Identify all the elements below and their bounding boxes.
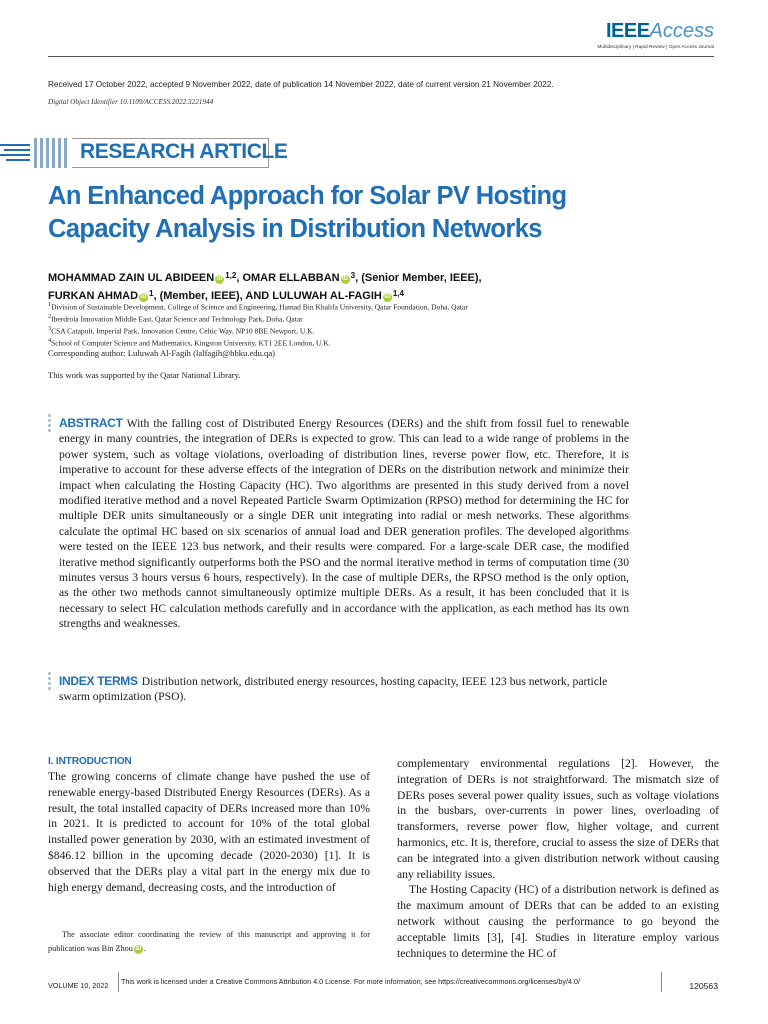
corresponding-author: Corresponding author: Luluwah Al-Fagih (lalfagih@hbku.edu.qa)	[48, 348, 276, 358]
received-dates: Received 17 October 2022, accepted 9 November 2022, date of publication 14 November 2022, date of current version 21 November 2022.	[48, 80, 554, 89]
orcid-icon[interactable]: iD	[135, 945, 142, 952]
article-type-banner	[0, 136, 288, 170]
page-footer	[48, 972, 718, 992]
abstract-dots	[48, 414, 51, 434]
footer-divider	[118, 972, 119, 992]
index-terms	[59, 674, 629, 705]
author-2-role: , (Senior Member, IEEE),	[355, 272, 482, 284]
author-2: , OMAR ELLABBAN	[236, 272, 340, 284]
editor-footnote: The associate editor coordinating the review of this manuscript and approving it for publication was Bin Zhou iD .	[48, 930, 370, 953]
right-column	[397, 756, 719, 961]
affiliations	[48, 300, 468, 348]
abstract-label: ABSTRACT	[59, 416, 123, 430]
author-2-affil: 3	[350, 271, 356, 280]
logo-access: Access	[649, 20, 714, 42]
intro-paragraph-2: The Hosting Capacity (HC) of a distribution network is defined as the maximum amount of DERs that can be added to an existing network without causing the performance to go beyond the acceptable limits [3], [4]. Studies in literature employ various techniques to determine the HC of	[397, 883, 719, 960]
funding-note: This work was supported by the Qatar National Library.	[48, 370, 241, 380]
author-list	[48, 268, 728, 304]
affiliation-3: $^3$CSA Catapult, Imperial Park, Innovation Centre, Celtic Way, NP10 8BE Newport, U.K.	[48, 325, 315, 336]
abstract-text: With the falling cost of Distributed Energy Resources (DERs) and the shift from fossil fuel to renewable energy in many countries, the integration of DERs is expected to grow. This can lead to a wide range of problems in the power system, such as voltage violations, overloading of distribution lines, reverse power flow, etc. Therefore, it is imperative to account for these adverse effects of the integration of DERs on the distribution network and minimize their impact when calculating the Hosting Capacity (HC). Two algorithms are presented in this study derived from a novel modified iterative method and a novel Repeated Particle Swarm Optimization (RPSO) method for determining the HC for multiple DER units simultaneously or a single DER unit integrating into radial or mesh networks. These algorithms calculate the optimal HC based on six scenarios of annual load and DER generation profiles. The developed algorithms were tested on the IEEE 123 bus network, and their results were compared. For a large-scale DER case, the modified iterative method significantly outperforms both the PSO and the normal iterative method in terms of computation time (30 minutes versus 3 hours versus 6 hours, respectively). In the case of multiple DERs, the RPSO method is the only option, as the other two methods cannot simultaneously optimize multiple DERs. As a result, it has been concluded that it is necessary to select HC calculation methods carefully and in accordance with the application, as each method has its own strengths and weaknesses.	[59, 417, 629, 631]
index-terms-text: Distribution network, distributed energy resources, hosting capacity, IEEE 123 bus network, particle swarm optimization (PSO).	[59, 675, 608, 704]
orcid-icon[interactable]: iD	[140, 294, 147, 300]
affiliation-4: $^4$School of Computer Science and Mathematics, Kingston University, KT1 2EE London, U.K.	[48, 337, 331, 348]
author-3-affil: 1	[149, 289, 154, 298]
author-4-affil: 1,4	[392, 289, 404, 298]
article-type-label: RESEARCH ARTICLE	[80, 140, 288, 163]
footer-divider	[661, 972, 662, 992]
intro-paragraph-1: The growing concerns of climate change have pushed the use of renewable energy-based Distributed Energy Resources (DERs). As a result, the total installed capacity of DERs increased more than 10% in 2021. It is predicted to account for 10% of the total global installed power generation by 2030, with an estimated investment of $846.12 billion in the upcoming decade (2020-2030) [1]. It is observed that the DERs play a vital part in the energy mix due to high energy demand, decreasing costs, and the introduction of	[48, 770, 370, 894]
doi: Digital Object Identifier 10.1109/ACCESS.2022.3221944	[48, 98, 214, 106]
header-rule	[48, 56, 714, 57]
logo-tagline: Multidisciplinary | Rapid Review | Open Access Journal	[597, 45, 714, 50]
author-1-affil: 1,2	[225, 271, 237, 280]
banner-lines	[0, 144, 36, 162]
orcid-icon[interactable]: iD	[216, 276, 223, 282]
affiliation-1: $^1$Division of Sustainable Development, College of Science and Engineering, Hamad Bin Khalifa University, Qatar Foundation, Doha, Qatar	[48, 301, 468, 312]
author-3-role: , (Member, IEEE), AND LULUWAH AL-FAGIH	[153, 290, 382, 302]
index-terms-dots	[48, 672, 51, 692]
section-heading-intro: I. INTRODUCTION	[48, 756, 132, 767]
left-column	[48, 756, 370, 895]
journal-logo	[597, 20, 714, 50]
abstract	[59, 416, 629, 632]
paper-title	[48, 180, 668, 246]
intro-paragraph-1-cont: complementary environmental regulations [2]. However, the integration of DERs is not straightforward. The mismatch size of DERs poses several power quality issues, such as voltage violations in the busbars, over-currents in power lines, overloading of transformers, reverse power flow, higher voltage, and current harmonics, etc. It is, therefore, crucial to assess the size of DERs that can be integrated into a given distribution network without causing any reliability issues.	[397, 757, 719, 881]
license-note: This work is licensed under a Creative Commons Attribution 4.0 License. For more information, see https://creativecommons.org/licenses/by/4.0/	[121, 977, 581, 986]
author-3: FURKAN AHMAD	[48, 290, 139, 302]
author-1: MOHAMMAD ZAIN UL ABIDEEN	[48, 272, 215, 284]
logo-ieee: IEEE	[605, 20, 650, 42]
affiliation-2: $^2$Iberdrola Innovation Middle East, Qatar Science and Technology Park, Doha, Qatar	[48, 313, 303, 324]
orcid-icon[interactable]: iD	[342, 276, 349, 282]
volume-info: VOLUME 10, 2022	[48, 981, 109, 990]
page-number: 120563	[689, 981, 718, 991]
index-terms-label: INDEX TERMS	[59, 674, 138, 688]
orcid-icon[interactable]: iD	[384, 294, 391, 300]
footnote-text: The associate editor coordinating the review of this manuscript and approving it for publication was Bin Zhou	[48, 930, 370, 953]
title-line-1: An Enhanced Approach for Solar PV Hosting	[48, 182, 567, 210]
title-line-2: Capacity Analysis in Distribution Networks	[48, 215, 542, 243]
